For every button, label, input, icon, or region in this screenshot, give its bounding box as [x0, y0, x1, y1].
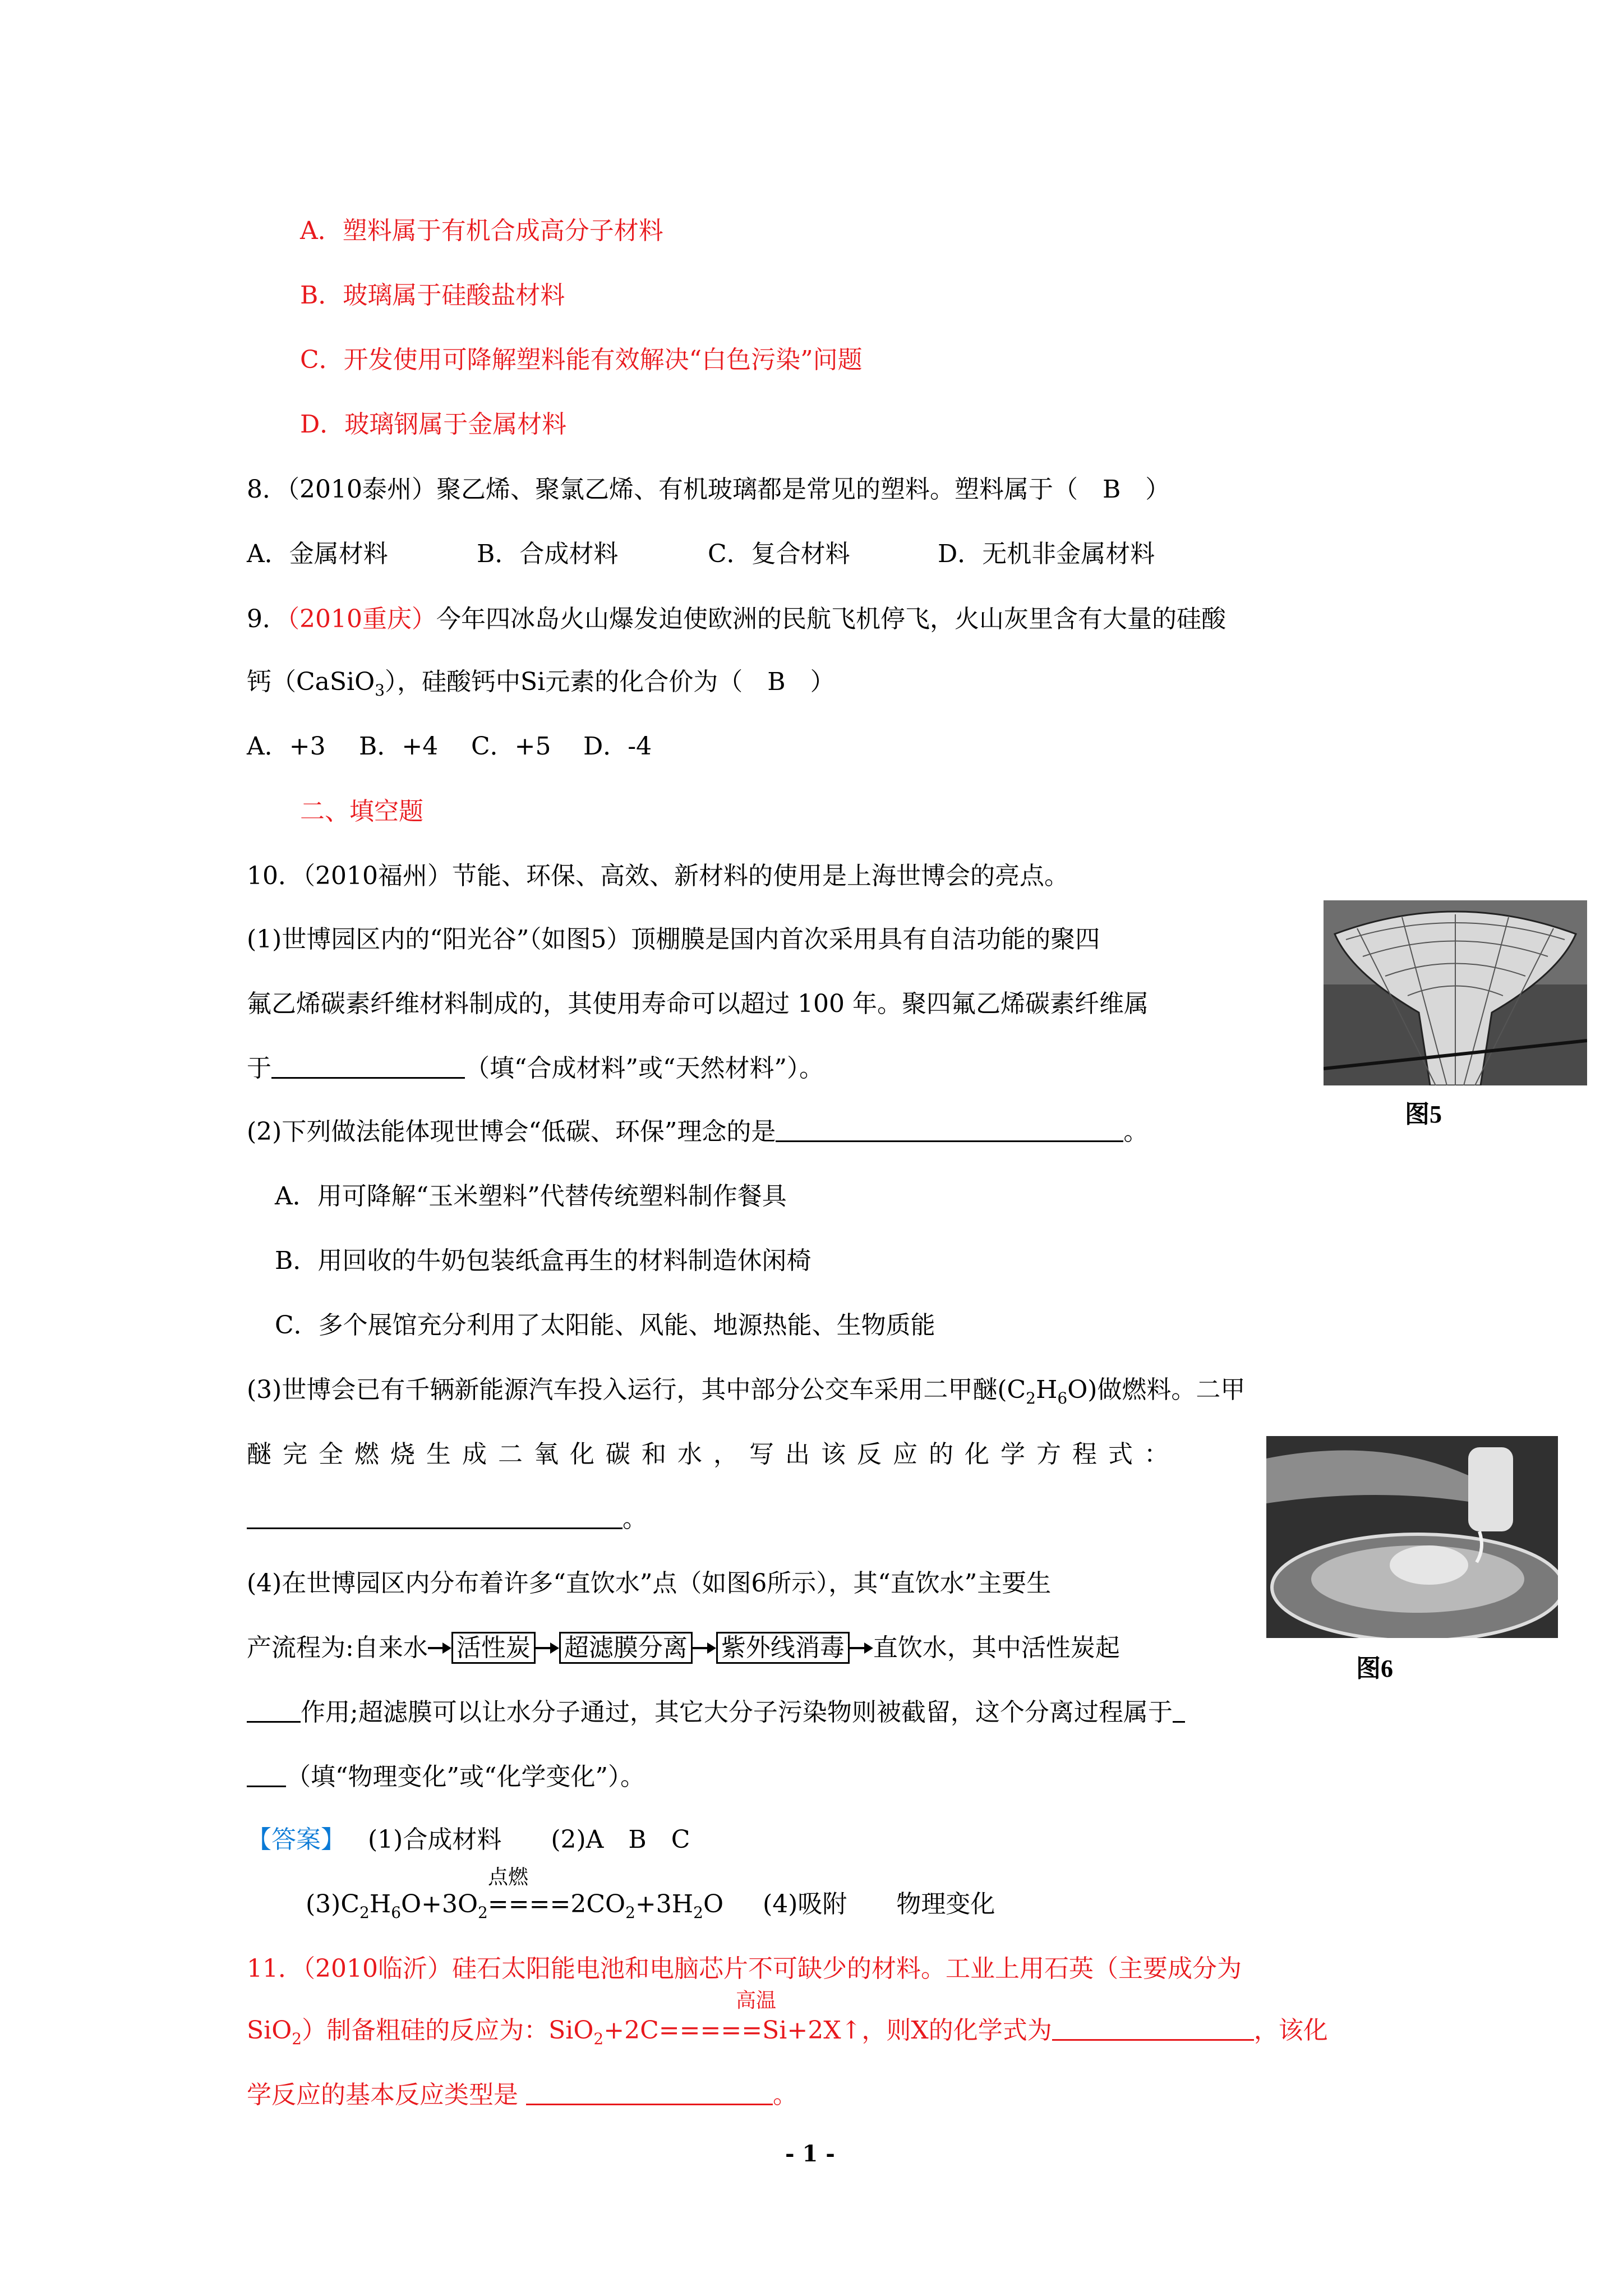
q10-part2-option-b: B．用回收的牛奶包装纸盒再生的材料制造休闲椅 — [275, 1246, 811, 1275]
subscript: 2 — [1026, 1389, 1036, 1407]
drinking-water-photo — [1266, 1436, 1558, 1638]
q10-part4-flow — [247, 1631, 1120, 1665]
q8-option-b: B．合成材料 — [477, 540, 619, 568]
q10-part1-suffix: （填“合成材料”或“天然材料”）。 — [465, 1054, 824, 1083]
eq: (3)C — [306, 1890, 359, 1918]
q11-text: 学反应的基本反应类型是 — [247, 2081, 526, 2109]
answer-line-2 — [306, 1888, 995, 1930]
subscript: 6 — [391, 1903, 402, 1922]
arrow-right-icon — [693, 1636, 716, 1660]
subscript: 2 — [292, 2030, 302, 2048]
q10-part3-answer-blank[interactable] — [247, 1504, 623, 1529]
q9-option-b: B．+4 — [359, 732, 439, 761]
q9-option-c: C．+5 — [471, 732, 551, 761]
q7-option-d: D．玻璃钢属于金属材料 — [300, 410, 567, 439]
q10-part3-line1 — [247, 1373, 1245, 1415]
q9-line2-text: 钙（CaSiO — [247, 668, 375, 696]
q11-text: SiO — [247, 2016, 292, 2045]
answer-condition: 点燃 — [488, 1866, 529, 1889]
arrow-right-icon — [536, 1636, 559, 1660]
q9-option-a: A．+3 — [247, 732, 326, 761]
figure-5-image — [1324, 900, 1587, 1085]
answer-part-1-2: (1)合成材料 (2)A B C — [368, 1825, 690, 1854]
q11-condition: 高温 — [736, 1989, 777, 2012]
sunshine-valley-photo — [1324, 900, 1587, 1085]
flow-box-uv-disinfection: 紫外线消毒 — [716, 1632, 850, 1664]
q10-part1-line2: 氟乙烯碳素纤维材料制成的，其使用寿命可以超过 100 年。聚四氟乙烯碳素纤维属 — [247, 990, 1149, 1018]
q8-option-d: D．无机非金属材料 — [938, 540, 1155, 568]
answer-part-4: (4)吸附 物理变化 — [763, 1890, 995, 1918]
q10-part3-line3-end: 。 — [623, 1504, 647, 1533]
q7-option-a: A．塑料属于有机合成高分子材料 — [300, 217, 663, 245]
q9-source: （2010重庆） — [287, 605, 436, 633]
q10-part3-h: H — [1035, 1375, 1058, 1404]
q10-stem: 10．（2010福州）节能、环保、高效、新材料的使用是上海世博会的亮点。 — [247, 862, 1069, 890]
q7-option-b: B．玻璃属于硅酸盐材料 — [300, 281, 565, 310]
q11-equation: +2C=====Si+2X↑，则X的化学式为 — [603, 2016, 1052, 2045]
subscript: 2 — [359, 1903, 370, 1922]
subscript: 6 — [1057, 1389, 1068, 1407]
q9-stem: 今年四冰岛火山爆发迫使欧洲的民航飞机停飞，火山灰里含有大量的硅酸 — [436, 605, 1226, 633]
page-number: - 1 - — [785, 2141, 835, 2167]
answer-label: 【答案】 — [247, 1825, 345, 1854]
q11-line-2 — [247, 2014, 1328, 2056]
flow-box-activated-carbon: 活性炭 — [451, 1632, 536, 1664]
eq: H — [369, 1890, 391, 1918]
arrow-right-icon — [850, 1636, 873, 1660]
q9-line2-end: ），硅酸钙中Si元素的化合价为（ B ） — [385, 668, 835, 696]
q9-line-1 — [247, 602, 1226, 636]
q11-text: 。 — [773, 2081, 797, 2109]
q10-part4-line4 — [247, 1760, 645, 1794]
q10-part2-end: 。 — [1123, 1117, 1149, 1146]
q8-option-a: A．金属材料 — [247, 540, 388, 568]
q10-part3-text: (3)世博会已有千辆新能源汽车投入运行，其中部分公交车采用二甲醚(C — [247, 1375, 1026, 1404]
figure-6-caption: 图6 — [1356, 1655, 1393, 1682]
q10-part1-prefix: 于 — [247, 1054, 271, 1083]
flow-end: 直饮水，其中活性炭起 — [873, 1634, 1120, 1662]
answer-line-1 — [247, 1823, 690, 1857]
q10-part1-answer-blank[interactable] — [271, 1053, 465, 1079]
q9-number: 9． — [247, 605, 287, 633]
q11-text: ，该化 — [1253, 2016, 1328, 2045]
subscript: 2 — [625, 1903, 635, 1922]
q10-part4-line3-text: 作用;超滤膜可以让水分子通过，其它大分子污染物则被截留，这个分离过程属于 — [301, 1698, 1173, 1727]
eq: +3H — [635, 1890, 694, 1918]
q10-part4-blank-2-cont[interactable] — [247, 1762, 286, 1787]
q11-reaction-type-blank[interactable] — [526, 2080, 773, 2105]
eq: O+3O — [401, 1890, 478, 1918]
q10-part4-blank-1[interactable] — [247, 1697, 301, 1723]
q10-part4-line3 — [247, 1696, 1185, 1729]
eq: ====2CO — [487, 1890, 626, 1918]
q10-part2-option-c: C．多个展馆充分利用了太阳能、风能、地源热能、生物质能 — [275, 1311, 935, 1340]
q10-part4-line4-text: （填“物理变化”或“化学变化”）。 — [286, 1763, 645, 1791]
q11-line-1: 11．（2010临沂）硅石太阳能电池和电脑芯片不可缺少的材料。工业上用石英（主要成分为 — [247, 1954, 1242, 1983]
q8-stem: 8．（2010泰州）聚乙烯、聚氯乙烯、有机玻璃都是常见的塑料。塑料属于（ B ） — [247, 475, 1170, 504]
subscript: 2 — [693, 1903, 703, 1922]
section-heading: 二、填空题 — [300, 797, 423, 826]
q9-option-d: D．-4 — [583, 732, 652, 761]
q10-part4-blank-2[interactable] — [1173, 1697, 1185, 1723]
q10-part2-stem — [247, 1115, 1148, 1149]
q10-part3-end: O)做燃料。二甲 — [1067, 1375, 1246, 1404]
subscript: 2 — [593, 2030, 604, 2048]
q11-formula-blank[interactable] — [1052, 2016, 1254, 2041]
q10-part4-line1: (4)在世博园区内分布着许多“直饮水”点（如图6所示），其“直饮水”主要生 — [247, 1569, 1052, 1598]
arrow-right-icon — [428, 1636, 451, 1660]
q8-option-c: C．复合材料 — [708, 540, 850, 568]
figure-5-caption: 图5 — [1405, 1101, 1442, 1128]
q10-part2-option-a: A．用可降解“玉米塑料”代替传统塑料制作餐具 — [275, 1182, 787, 1211]
q9-subscript: 3 — [375, 681, 385, 700]
flow-box-ultrafiltration: 超滤膜分离 — [559, 1632, 693, 1664]
q10-part3-line3 — [247, 1502, 647, 1536]
q10-part2-answer-blank[interactable] — [776, 1117, 1123, 1142]
q7-option-c: C．开发使用可降解塑料能有效解决“白色污染”问题 — [300, 346, 863, 374]
eq: O — [703, 1890, 724, 1918]
subscript: 2 — [478, 1903, 488, 1922]
flow-start: 产流程为:自来水 — [247, 1634, 428, 1662]
q11-line-3 — [247, 2078, 797, 2112]
q11-text: ）制备粗硅的反应为：SiO — [302, 2016, 594, 2045]
q10-part1-line3 — [247, 1052, 824, 1085]
figure-6-image — [1266, 1436, 1558, 1638]
q10-part1-line1: (1)世博园区内的“阳光谷”（如图5）顶棚膜是国内首次采用具有自洁功能的聚四 — [247, 925, 1100, 954]
q10-part2-text: (2)下列做法能体现世博会“低碳、环保”理念的是 — [247, 1117, 776, 1146]
q9-line-2 — [247, 665, 835, 707]
q10-part3-line2: 醚完全燃烧生成二氧化碳和水，写出该反应的化学方程式： — [247, 1440, 1180, 1469]
